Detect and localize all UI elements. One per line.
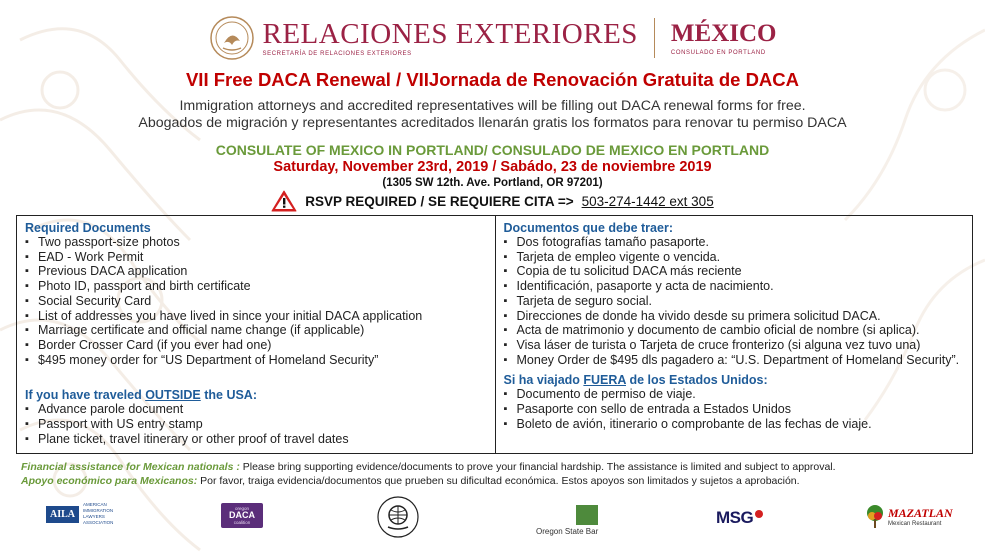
event-date: Saturday, November 23rd, 2019 / Sabádo, 23 de noviembre 2019 [273, 159, 712, 175]
event-address: (1305 SW 12th. Ave. Portland, OR 97201) [382, 177, 603, 189]
intro-english: Immigration attorneys and accredited representatives will be filling out DACA renewal forms for free. [179, 98, 806, 114]
documentos-heading: Documentos que debe traer: [503, 221, 673, 235]
mexico-seal-icon [209, 15, 255, 61]
country-name: MÉXICO [670, 20, 777, 47]
english-docs-list [25, 235, 487, 367]
mazatlan-logo [864, 503, 953, 529]
list-item: ▪ $495 money order for “US Department of Homeland Security” [25, 353, 487, 368]
list-item: ▪ EAD - Work Permit [25, 250, 487, 265]
warning-icon [271, 190, 297, 212]
legal-community-seal-icon [376, 495, 420, 539]
msg-accent-icon [754, 509, 764, 519]
oregon-daca-coalition-logo [221, 503, 263, 528]
list-item: ▪ Pasaporte con sello de entrada a Estados Unidos [504, 402, 965, 417]
documents-table [16, 215, 973, 454]
financial-spanish: Apoyo económico para Mexicanos: Por favor, traiga evidencia/documentos que prueben su dificultad económica. Estos apoyos son limitados y sujetos a aprobación. [21, 474, 800, 487]
list-item: ▪ Identificación, pasaporte y acta de nacimiento. [504, 279, 965, 294]
english-column [17, 216, 495, 453]
travel-heading: If you have traveled OUTSIDE the USA: [25, 388, 257, 403]
english-travel-list [25, 402, 487, 446]
aila-mark: AILA [46, 506, 79, 523]
list-item: ▪ Acta de matrimonio y documento de cambio oficial de nombre (si aplica). [504, 323, 965, 338]
list-item: ▪ Advance parole document [25, 402, 487, 417]
mazatlan-tree-icon [864, 503, 886, 529]
financial-assistance [21, 461, 971, 488]
consulate-subtitle: CONSULADO EN PORTLAND [670, 50, 766, 56]
consulate-name: CONSULATE OF MEXICO IN PORTLAND/ CONSULADO DE MEXICO EN PORTLAND [215, 142, 770, 158]
mazatlan-subtitle: Mexican Restaurant [888, 520, 942, 527]
list-item: ▪ Copia de tu solicitud DACA más reciente [504, 264, 965, 279]
rsvp-label: RSVP REQUIRED / SE REQUIERE CITA => [305, 193, 574, 209]
list-item: ▪ Tarjeta de seguro social. [504, 294, 965, 309]
list-item: ▪ Passport with US entry stamp [25, 417, 487, 432]
spanish-docs-list [504, 235, 965, 367]
list-item: ▪ Previous DACA application [25, 264, 487, 279]
brand-divider [654, 18, 655, 58]
oregon-state-bar-logo [536, 505, 598, 536]
spanish-travel-list [504, 387, 965, 431]
rsvp-line [0, 190, 985, 212]
msg-logo [716, 508, 764, 528]
list-item: ▪ Two passport-size photos [25, 235, 487, 250]
daca-logo-text: DACA [229, 510, 255, 520]
intro-spanish: Abogados de migración y representantes acreditados llenarán gratis los formatos para renovar tu permiso DACA [138, 115, 847, 131]
aila-logo [46, 502, 127, 526]
list-item: ▪ Documento de permiso de viaje. [504, 387, 965, 402]
list-item: ▪ Marriage certificate and official name change (if applicable) [25, 323, 487, 338]
aila-name: AMERICAN IMMIGRATION LAWYERS ASSOCIATION [83, 502, 114, 525]
intro [0, 98, 985, 132]
rsvp-phone-link[interactable]: 503-274-1442 ext 305 [581, 193, 714, 209]
list-item: ▪ Boleto de avión, itinerario o comprobante de las fechas de viaje. [504, 417, 965, 432]
required-documents-heading: Required Documents [25, 221, 151, 235]
daca-logo-small: oregon [234, 506, 249, 511]
msg-text: MSG [716, 508, 754, 527]
list-item: ▪ Border Crosser Card (if you ever had one) [25, 338, 487, 353]
sponsor-logos [0, 495, 985, 540]
brand-subtitle: SECRETARÍA DE RELACIONES EXTERIORES [262, 51, 412, 57]
list-item: ▪ Direcciones de donde ha vivido desde su primera solicitud DACA. [504, 309, 965, 324]
list-item: ▪ List of addresses you have lived in since your initial DACA application [25, 309, 487, 324]
daca-logo-sub: coalition [233, 520, 251, 525]
brand-title: RELACIONES EXTERIORES [262, 18, 638, 50]
list-item: ▪ Tarjeta de empleo vigente o vencida. [504, 250, 965, 265]
financial-english: Financial assistance for Mexican nationals : Please bring supporting evidence/documents to prove your financial hardship. The assistance is limited and subject to approval. [21, 461, 836, 473]
list-item: ▪ Money Order de $495 dls pagadero a: “U.S. Department of Homeland Security”. [504, 353, 965, 368]
list-item: ▪ Visa láser de turista o Tarjeta de cruce fronterizo (si alguna vez tuvo una) [504, 338, 965, 353]
header [0, 12, 985, 64]
spanish-column [495, 216, 973, 453]
osb-mark [576, 505, 598, 525]
osb-name: Oregon State Bar [536, 527, 599, 536]
list-item: ▪ Photo ID, passport and birth certificate [25, 279, 487, 294]
mazatlan-name: MAZATLAN [888, 505, 953, 520]
list-item: ▪ Dos fotografías tamaño pasaporte. [504, 235, 965, 250]
viaje-heading: Si ha viajado FUERA de los Estados Unidos: [503, 373, 768, 388]
list-item: ▪ Plane ticket, travel itinerary or other proof of travel dates [25, 432, 487, 447]
page-title: VII Free DACA Renewal / VIIJornada de Renovación Gratuita de DACA [185, 69, 800, 90]
list-item: ▪ Social Security Card [25, 294, 487, 309]
